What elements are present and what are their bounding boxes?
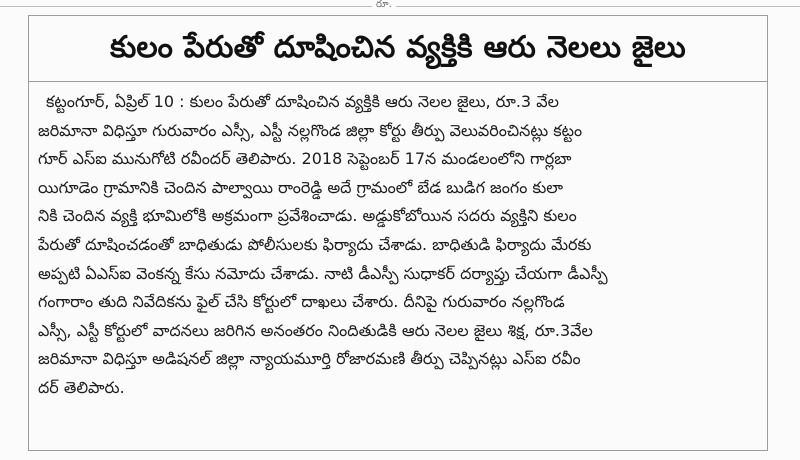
article-line: అప్పటి ఏఎస్ఐ వెంకన్న కేసు నమోదు చేశాడు. నాటి డీఎస్పీ సుధాకర్ దర్యాప్తు చేయగా డీఎస్పీ [38,263,608,283]
article-line: పేరుతో దూషించడంతో బాధితుడు పోలీసులకు ఫిర్యాదు చేశాడు. బాధితుడి ఫిర్యాదు మేరకు [38,234,592,254]
article-line: గూర్ ఎస్ఐ మునుగోటి రవీందర్ తెలిపారు. 2018 సెప్టెంబర్ 17న మండలంలోని గార్లబా [38,149,572,169]
article-line: యిగూడెం గ్రామానికి చెందిన పాల్వాయి రాంరెడ్డి అదే గ్రామంలో బేడ బుడిగ జంగం కులా [38,177,564,197]
article-headline: కులం పేరుతో దూషించిన వ్యక్తికి ఆరు నెలలు జైలు [110,30,686,65]
article-line: దర్ తెలిపారు. [38,377,125,397]
article-line: నికి చెందిన వ్యక్తి భూమిలోకి అక్రమంగా ప్రవేశించాడు. అడ్డుకోబోయిన సదరు వ్యక్తిని కులం [38,206,577,226]
article-line: కట్టంగూర్, ఏప్రిల్ 10 : కులం పేరుతో దూషించిన వ్యక్తికి ఆరు నెలల జైలు, రూ.3 వేల [46,92,559,111]
article-line: ఎస్సీ, ఎస్టీ కోర్టులో వాదనలు జరిగిన అనంతరం నిందితుడికి ఆరు నెలల జైలు శిక్ష, రూ.3వేల [38,320,593,340]
article-body [38,88,762,403]
article-line: జరిమానా విధిస్తూ గురువారం ఎస్సీ, ఎస్టీ నల్లగొండ జిల్లా కోర్టు తీర్పు వెలువరించినట్లు కట్టం [38,120,583,140]
cut-off-text-fragment: రూ. [372,0,396,10]
article-line: జరిమానా విధిస్తూ అడిషనల్ జిల్లా న్యాయమూర్తి రోజారమణి తీర్పు చెప్పినట్లు ఎస్ఐ రవీం [38,349,581,369]
article-line: గంగారాం తుది నివేదికను ఫైల్ చేసి కోర్టులో దాఖలు చేశారు. దీనిపై గురువారం నల్లగొండ [38,292,565,312]
top-divider [0,6,800,7]
